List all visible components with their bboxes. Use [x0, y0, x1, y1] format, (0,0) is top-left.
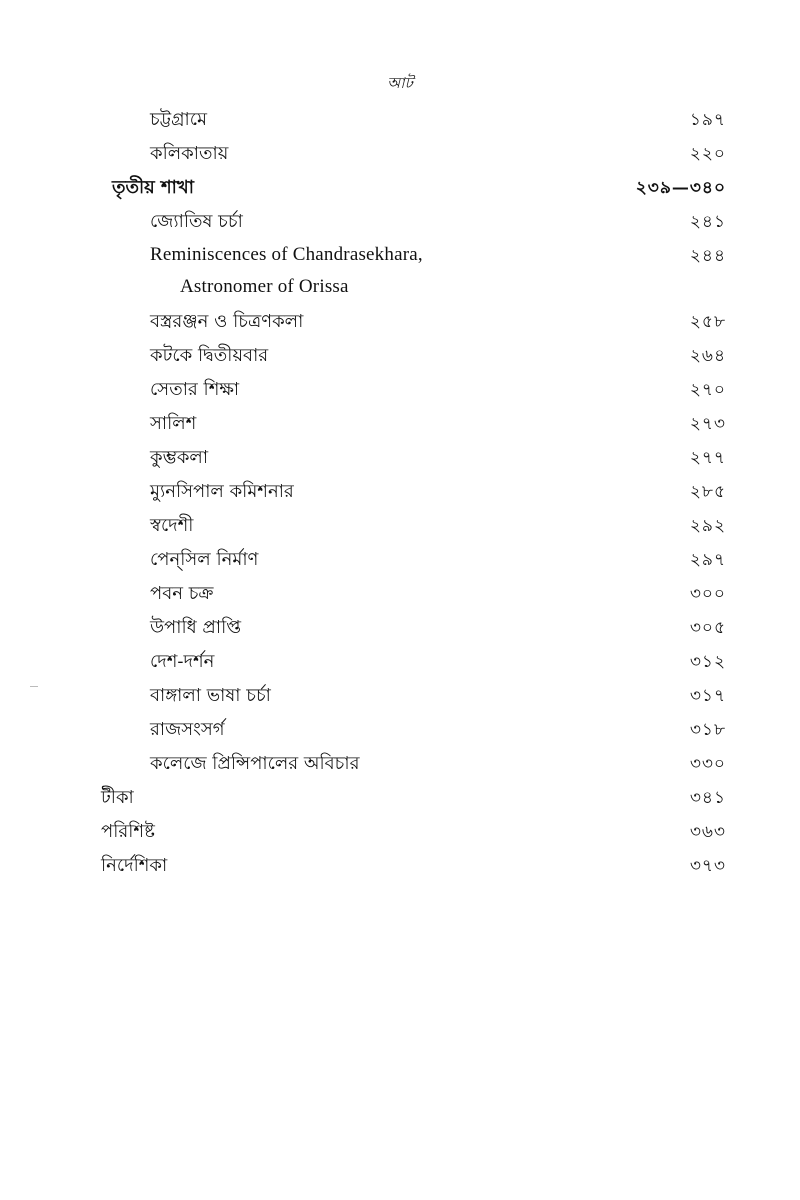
entry-title: স্বদেশী: [150, 515, 194, 536]
toc-entry: [0, 475, 800, 509]
toc-entry: [0, 205, 800, 239]
toc-entry: [0, 407, 800, 441]
entry-page: ৩৭৩: [689, 856, 726, 876]
toc-entry: [0, 305, 800, 339]
entry-page: ৩৪১: [689, 788, 726, 808]
toc-entry-english: [0, 239, 800, 305]
table-of-contents: [0, 103, 800, 883]
toc-top-entry: [0, 815, 800, 849]
entry-page: ৩১৭: [689, 686, 726, 706]
entry-title: দেশ-দর্শন: [150, 651, 215, 672]
entry-page: ৩৬৩: [689, 822, 726, 842]
entry-title: কলিকাতায়: [150, 143, 229, 164]
toc-entry: [0, 645, 800, 679]
toc-entry: [0, 441, 800, 475]
toc-entry: [0, 339, 800, 373]
section-title: তৃতীয় শাখা: [112, 177, 194, 198]
entry-page: ২৯২: [689, 516, 726, 536]
toc-entry: [0, 713, 800, 747]
entry-page: ২৪১: [689, 212, 726, 232]
section-page-range: ২৩৯—৩৪০: [635, 178, 726, 198]
entry-title: [150, 239, 423, 303]
entry-title-line1: Reminiscences of Chandrasekhara,: [150, 244, 423, 265]
toc-entry: [0, 679, 800, 713]
toc-entry: [0, 103, 800, 137]
entry-title: কুম্ভকলা: [150, 447, 209, 468]
entry-page: ১৯৭: [689, 110, 726, 130]
entry-title: পেন্‌সিল নির্মাণ: [150, 549, 259, 570]
entry-title: চট্টগ্রামে: [150, 109, 207, 130]
entry-page: ৩১৮: [689, 720, 726, 740]
entry-page: ৩১২: [689, 652, 726, 672]
entry-page: ৩০৫: [689, 618, 726, 638]
entry-page: ২৭৭: [689, 448, 726, 468]
margin-mark: [30, 686, 38, 687]
entry-title: কটকে দ্বিতীয়বার: [150, 345, 269, 366]
toc-entry: [0, 543, 800, 577]
entry-page: ২৬৪: [689, 346, 726, 366]
entry-page: ২৮৫: [689, 482, 726, 502]
toc-entry: [0, 373, 800, 407]
toc-entry: [0, 577, 800, 611]
entry-page: ২২০: [689, 144, 726, 164]
entry-title: কলেজে প্রিন্সিপালের অবিচার: [150, 753, 360, 774]
entry-title-line2: Astronomer of Orissa: [180, 276, 349, 297]
entry-title: বস্ত্ররঞ্জন ও চিত্রণকলা: [150, 311, 304, 332]
entry-title: নির্দেশিকা: [101, 855, 168, 876]
entry-title: সেতার শিক্ষা: [150, 379, 240, 400]
entry-title: টীকা: [101, 787, 134, 808]
page-number-header: আট: [387, 74, 413, 92]
entry-page: ২৪৪: [689, 246, 726, 266]
toc-top-entry: [0, 781, 800, 815]
toc-entry: [0, 509, 800, 543]
entry-title: পবন চক্র: [150, 583, 214, 604]
toc-entry: [0, 611, 800, 645]
entry-title: উপাধি প্রাপ্তি: [150, 617, 242, 638]
entry-title: পরিশিষ্ট: [101, 821, 155, 842]
entry-title: সালিশ: [150, 413, 197, 434]
toc-section-heading: [0, 171, 800, 205]
toc-entry: [0, 747, 800, 781]
entry-page: ২৭৩: [689, 414, 726, 434]
entry-title: রাজসংসর্গ: [150, 719, 225, 740]
entry-page: ২৭০: [689, 380, 726, 400]
entry-page: ৩০০: [689, 584, 726, 604]
entry-title: ম্যুনসিপাল কমিশনার: [150, 481, 294, 502]
entry-page: ৩৩০: [689, 754, 726, 774]
entry-page: ২৯৭: [689, 550, 726, 570]
entry-title: জ্যোতিষ চর্চা: [150, 211, 243, 232]
toc-entry: [0, 137, 800, 171]
toc-top-entry: [0, 849, 800, 883]
entry-page: ২৫৮: [689, 312, 726, 332]
entry-title: বাঙ্গালা ভাষা চর্চা: [150, 685, 271, 706]
